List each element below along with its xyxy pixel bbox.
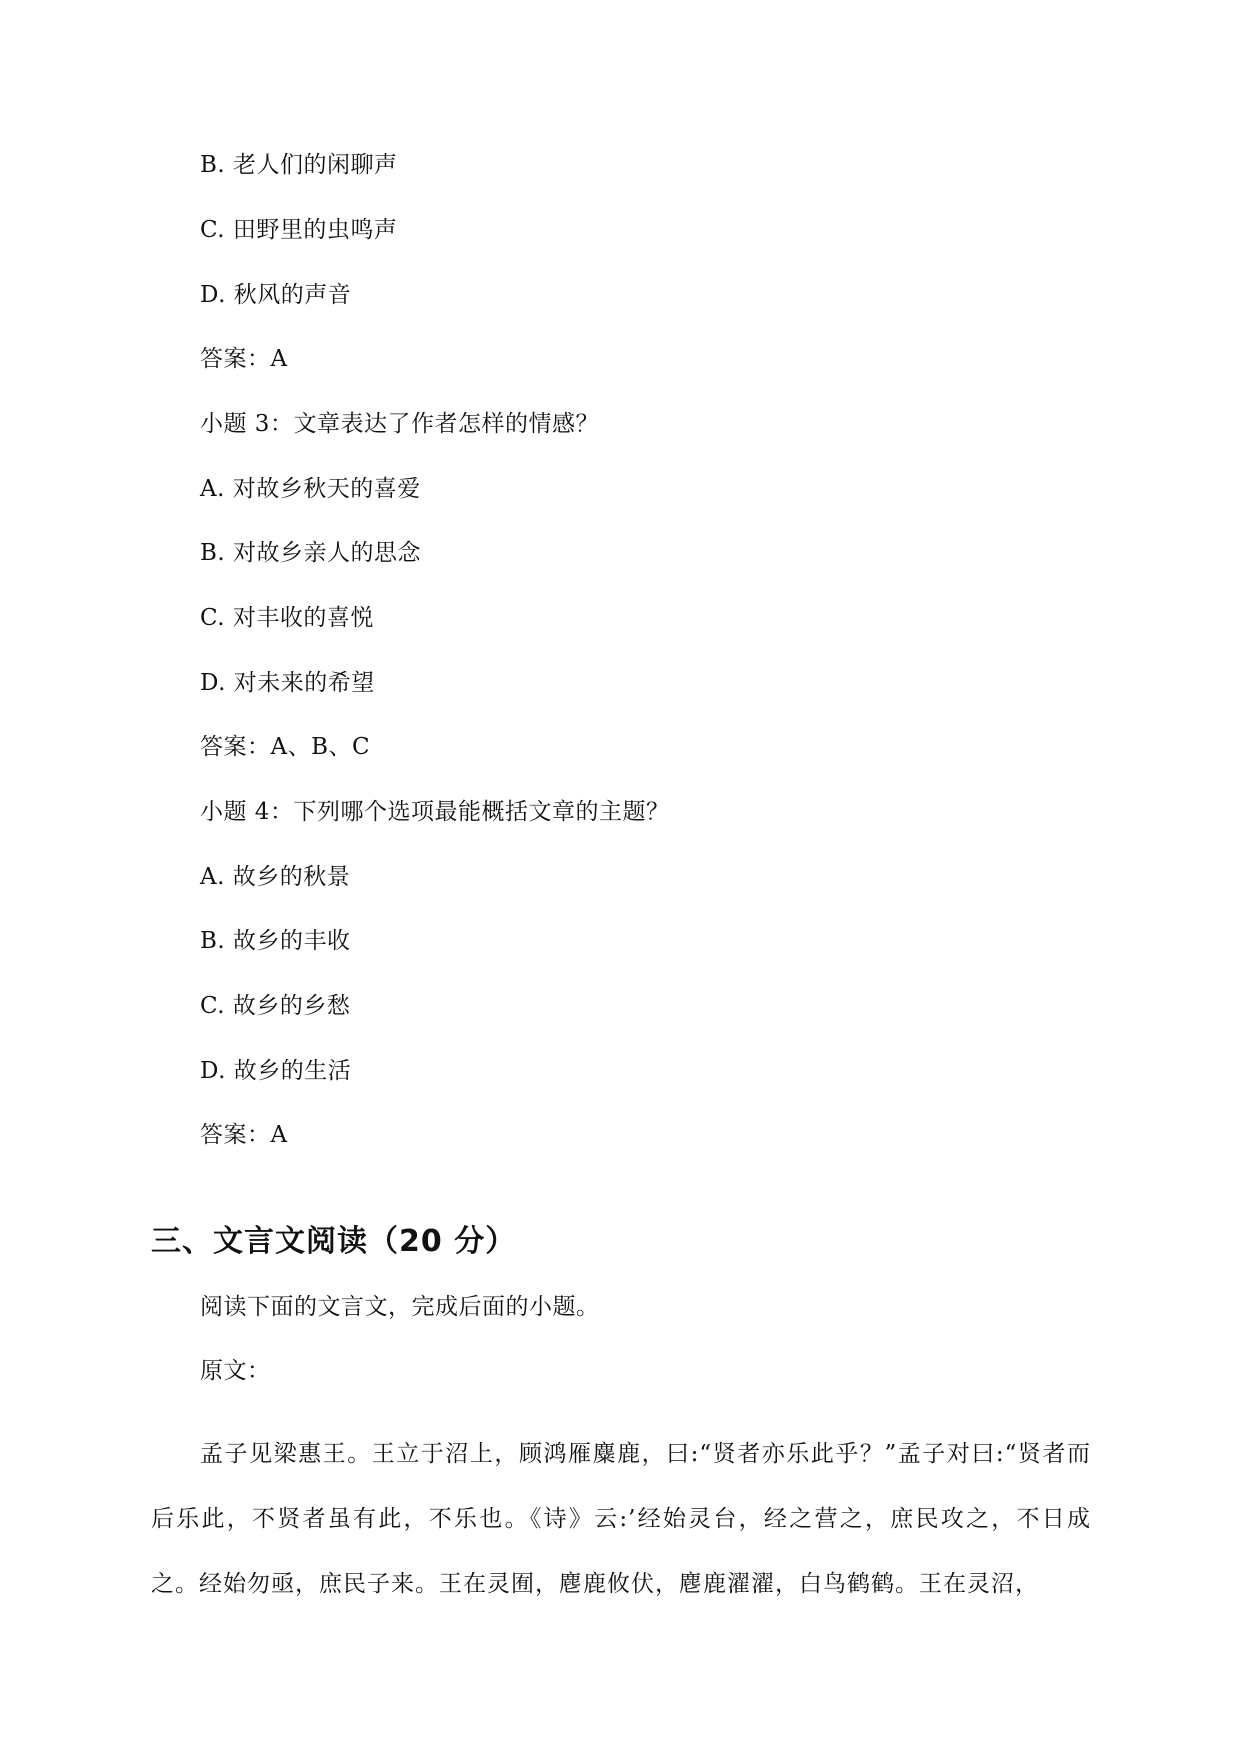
q2-option-c: C. 田野里的虫鸣声 — [200, 217, 398, 243]
q4-option-b: B. 故乡的丰收 — [200, 928, 351, 954]
q4-option-d: D. 故乡的生活 — [200, 1058, 352, 1084]
reading-instruction: 阅读下面的文言文，完成后面的小题。 — [200, 1294, 600, 1320]
q4-option-a: A. 故乡的秋景 — [200, 864, 351, 890]
q4-answer: 答案：A — [200, 1122, 288, 1148]
q3-option-c: C. 对丰收的喜悦 — [200, 605, 374, 631]
original-text-label: 原文： — [200, 1358, 271, 1384]
q4-question: 小题 4：下列哪个选项最能概括文章的主题？ — [200, 799, 670, 825]
q3-answer: 答案：A、B、C — [200, 734, 371, 760]
q2-option-b: B. 老人们的闲聊声 — [200, 152, 398, 178]
q4-option-c: C. 故乡的乡愁 — [200, 993, 351, 1019]
section-heading: 三、文言文阅读（20 分） — [151, 1224, 517, 1259]
classical-passage: 孟子见梁惠王。王立于沼上，顾鸿雁麋鹿，曰:“贤者亦乐此乎？”孟子对曰:“贤者而后乐此，不贤者虽有此，不乐也。《诗》云:’经始灵台，经之营之，庶民攻之，不日成之。经始勿亟，庶民子来。王在灵囿，麀鹿攸伏，麀鹿濯濯，白鸟鹤鹤。王在灵沼， — [151, 1441, 1091, 1597]
q3-option-b: B. 对故乡亲人的思念 — [200, 540, 422, 566]
q2-answer: 答案：A — [200, 346, 288, 372]
q3-question: 小题 3：文章表达了作者怎样的情感？ — [200, 411, 599, 437]
q3-option-a: A. 对故乡秋天的喜爱 — [200, 476, 421, 502]
q2-option-d: D. 秋风的声音 — [200, 282, 352, 308]
q3-option-d: D. 对未来的希望 — [200, 670, 375, 696]
